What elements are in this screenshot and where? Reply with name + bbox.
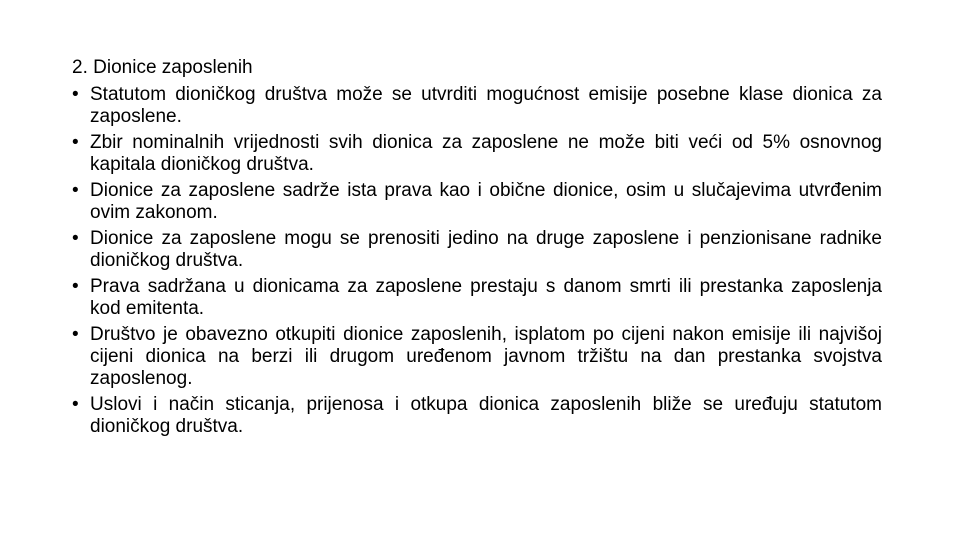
list-item: [72, 132, 882, 176]
list-item: [72, 276, 882, 320]
slide-content: [72, 56, 882, 442]
bullet-icon: •: [72, 132, 79, 153]
section-number: 2.: [72, 57, 88, 78]
bullet-icon: •: [72, 84, 79, 105]
list-item-text: Društvo je obavezno otkupiti dionice zaposlenih, isplatom po cijeni nakon emisije ili najvišoj cijeni dionica na berzi ili drugom uređenom javnom tržištu na dan prestanka svojstva zaposlenog.: [90, 324, 882, 389]
list-item-text: Statutom dioničkog društva može se utvrditi mogućnost emisije posebne klase dionica za zaposlene.: [90, 84, 882, 127]
list-item: [72, 394, 882, 438]
list-item: [72, 84, 882, 128]
list-item: [72, 228, 882, 272]
list-item: [72, 324, 882, 390]
bullet-icon: •: [72, 180, 79, 201]
bullet-icon: •: [72, 394, 79, 415]
section-title: Dionice zaposlenih: [93, 57, 253, 78]
section-heading: [72, 56, 882, 80]
list-item-text: Dionice za zaposlene sadrže ista prava kao i obične dionice, osim u slučajevima utvrđenim ovim zakonom.: [90, 180, 882, 223]
bullet-icon: •: [72, 276, 79, 297]
list-item-text: Prava sadržana u dionicama za zaposlene prestaju s danom smrti ili prestanka zaposlenja kod emitenta.: [90, 276, 882, 319]
bullet-icon: •: [72, 324, 79, 345]
list-item-text: Zbir nominalnih vrijednosti svih dionica za zaposlene ne može biti veći od 5% osnovnog kapitala dioničkog društva.: [90, 132, 882, 175]
list-item-text: Uslovi i način sticanja, prijenosa i otkupa dionica zaposlenih bliže se uređuju statutom dioničkog društva.: [90, 394, 882, 437]
bullet-icon: •: [72, 228, 79, 249]
list-item-text: Dionice za zaposlene mogu se prenositi jedino na druge zaposlene i penzionisane radnike dioničkog društva.: [90, 228, 882, 271]
list-item: [72, 180, 882, 224]
bullet-list: [72, 84, 882, 438]
